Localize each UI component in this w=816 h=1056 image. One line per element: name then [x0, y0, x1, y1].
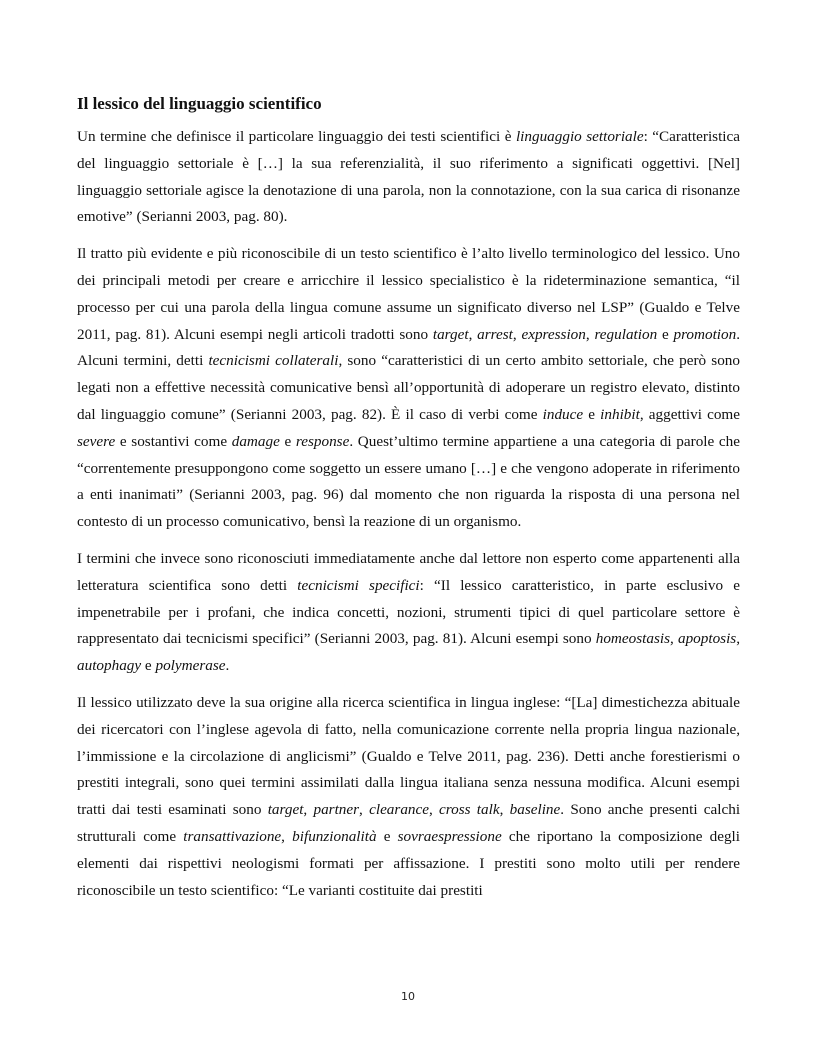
- text-run: : “Caratteristica del linguaggio settoriale è […] la sua referenzialità, il suo riferimento a significati oggettivi. [Nel] linguaggio settoriale agisce la denotazione di una parola, non la connotazione, con la sua carica di risonanze emotive” (Serianni 2003, pag. 80).: [77, 128, 741, 226]
- italic-term: arrest: [477, 325, 513, 343]
- text-run: I termini che invece sono riconosciuti immediatamente anche dal lettore non esperto come appartenenti alla letteratura scientifica sono detti: [77, 549, 740, 594]
- paragraph-2: [77, 241, 740, 536]
- document-page: [77, 92, 740, 914]
- text-run: e: [279, 432, 296, 450]
- text-run: ,: [512, 325, 522, 343]
- italic-term: baseline: [509, 801, 561, 819]
- italic-term: target: [432, 325, 469, 343]
- italic-term: clearance: [369, 801, 429, 819]
- text-run: e: [657, 325, 674, 343]
- text-run: ,: [499, 801, 510, 819]
- text-run: che riportano la composizione degli elementi dai rispettivi neologismi formati per affissazione. I prestiti sono molto utili per rendere riconoscibile un testo scientifico: “Le varianti costituite dai prestiti: [77, 827, 740, 899]
- text-run: e: [583, 405, 601, 423]
- italic-term: expression: [521, 325, 586, 343]
- text-run: ,: [359, 801, 370, 819]
- italic-term: linguaggio settoriale: [515, 128, 644, 145]
- text-run: .: [225, 657, 230, 675]
- italic-term: tecnicismi collaterali: [208, 352, 339, 370]
- text-run: Il lessico utilizzato deve la sua origine alla ricerca scientifica in lingua inglese: “[La] dimestichezza abituale dei ricercatori con l’inglese agevola di fatto, nella comunicazione corrente nella propria lingua nazionale, l’immissione e la circolazione di anglicismi” (Gualdo e Telve 2011, pag. 236). Detti anche forestierismi o prestiti integrali, sono quei termini assimilati dalla lingua italiana senza nessuna modifica. Alcuni esempi tratti dai testi esaminati sono: [77, 693, 740, 819]
- text-run: , aggettivi come: [639, 405, 740, 423]
- italic-term: target: [267, 801, 304, 819]
- italic-term: regulation: [594, 325, 658, 343]
- text-run: ,: [303, 801, 314, 819]
- text-run: . Alcuni termini, detti: [77, 325, 741, 370]
- paragraph-4: [77, 690, 740, 904]
- text-run: Il tratto più evidente e più riconoscibile di un testo scientifico è l’alto livello terminologico del lessico. Uno dei principali metodi per creare e arricchire il lessico specialistico è la rideterminazione semantica, “il processo per cui una parola della lingua comune assume un significato diverso nel LSP” (Gualdo e Telve 2011, pag. 81). Alcuni esempi negli articoli tradotti sono: [77, 245, 740, 343]
- italic-term: inhibit: [600, 405, 640, 423]
- italic-term: induce: [542, 405, 584, 423]
- italic-term: autophagy: [77, 657, 142, 675]
- text-run: . Quest’ultimo termine appartiene a una categoria di parole che “correntemente presuppongono come soggetto un essere umano […] e che vengono adoperate in riferimento a enti inanimati” (Serianni 2003, pag. 96) dal momento che non riguarda la risposta di una persona nel contesto di un processo comunicativo, bensì la reazione di un organismo.: [77, 432, 740, 531]
- italic-term: response: [295, 432, 350, 450]
- text-run: e: [376, 827, 398, 845]
- text-run: e: [141, 657, 156, 675]
- text-run: ,: [585, 325, 595, 343]
- page-number: 10: [401, 990, 415, 1003]
- italic-term: promotion: [673, 325, 737, 343]
- text-run: ,: [670, 630, 678, 648]
- italic-term: polymerase: [155, 657, 226, 675]
- italic-term: homeostasis: [595, 630, 670, 648]
- text-run: Un termine che definisce il particolare linguaggio dei testi scientifici è: [77, 128, 516, 145]
- text-run: e sostantivi come: [115, 432, 232, 450]
- text-run: ,: [468, 325, 478, 343]
- italic-term: sovraespressione: [397, 827, 502, 845]
- text-run: . Sono anche presenti calchi strutturali come: [77, 801, 741, 845]
- text-run: ,: [428, 801, 440, 819]
- text-run: ,: [281, 827, 293, 845]
- text-run: , sono “caratteristici di un certo ambito settoriale, che però sono legati non a effettive necessità comunicative bensì all’opportunità di adoperare un registro elevato, distinto dal linguaggio comune” (Serianni 2003, pag. 82). È il caso di verbi come: [77, 352, 740, 423]
- italic-term: damage: [231, 432, 280, 450]
- text-run: ,: [736, 630, 741, 648]
- italic-term: tecnicismi specifici: [297, 576, 420, 594]
- italic-term: apoptosis: [677, 630, 737, 648]
- section-heading: Il lessico del linguaggio scientifico: [77, 94, 322, 113]
- text-run: : “Il lessico caratteristico, in parte esclusivo e impenetrabile per i profani, che indica concetti, nozioni, strumenti tipici di quel particolare settore è rappresentato dai tecnicismi specifici” (Serianni 2003, pag. 81). Alcuni esempi sono: [77, 576, 740, 648]
- paragraph-3: [77, 546, 740, 680]
- italic-term: bifunzionalità: [292, 827, 377, 845]
- italic-term: cross talk: [439, 801, 500, 819]
- italic-term: partner: [313, 801, 360, 819]
- italic-term: transattivazione: [183, 827, 282, 845]
- italic-term: severe: [77, 432, 116, 450]
- paragraph-1: [77, 124, 740, 231]
